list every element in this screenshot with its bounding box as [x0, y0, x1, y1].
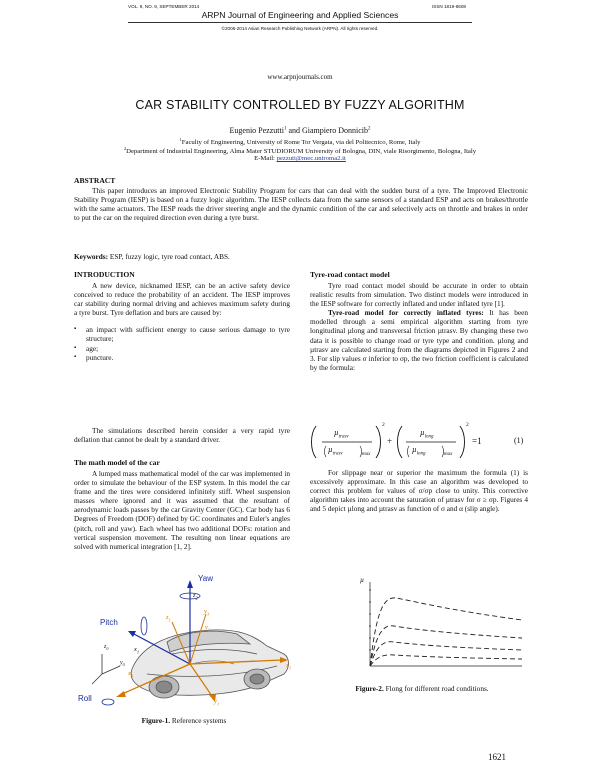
equation-1: [310, 424, 528, 460]
label-y0: $y_0$: [120, 660, 125, 668]
label-x3: $x_3$: [128, 670, 134, 679]
figure-1: [72, 574, 300, 710]
affiliation-1: $^1$Faculty of Engineering, University of Rome Tor Vergata, via del Politecnico, Rome, Italy: [179, 137, 421, 147]
axis-label-mu: µ: [360, 576, 365, 584]
label-z0: $z_0$: [104, 644, 109, 652]
tyre-body: Tyre road contact model should be accurate in order to obtain realistic results from simulation. Two distinct models were introduced in the IESP software for correctly inflated and under inflated tyre [1]. Tyre-road model for correctly inflated tyres: It has been modelled through a semi empirical algorithm starting from tyre longitudinal µlong and transversal friction µtrasv. By changing these two data it is possible to change road or tyre type and condition. µlong and µtrasv are calculated starting from the diagrams depicted in Figures 2 and 3. For slip values σ inferior to σp, the two friction coefficient is calculated by the formula:: [310, 281, 529, 372]
list-item: ▪ puncture.: [74, 353, 290, 362]
header-website: www.arpnjournals.com: [267, 73, 333, 81]
keywords-line: Keywords: ESP, fuzzy logic, tyre road contact, ABS.: [74, 252, 230, 261]
flong-plot: [348, 576, 524, 670]
intro-body-2: The simulations described herein consider a very rapid tyre deflation that cannot be dealt by a standard driver.: [74, 426, 290, 445]
eq-den-1: µ$_{trasv}$: [328, 445, 343, 457]
tyre-body-3: For slippage near or superior the maximum the formula (1) is excessively approximate. In this case an algorithm was developed to correct this problem for values of σ/σp close to unity. This corrective algorithm takes into account the saturation of µtrasv for σ ≥ σp. Figures 4 and 5 depict µlong and µtrasv as function of σ and α (slip angle).: [310, 468, 528, 514]
list-item: ▪ age;: [74, 344, 290, 353]
curve-dry: [370, 598, 522, 666]
label-y1: $y_1$: [214, 698, 220, 707]
math-body: A lumped mass mathematical model of the car was implemented in order to simulate the behaviour of the ESP system. In this model the car frame and the tires were considered infinitely stiff. Wheel suspension masses where ignored and it was assumed that the resultant of aerodynamic loads passes by the car Gravity Center (GC). Car body has 6 Degrees of Freedom (DOF) defined by GC coordinates and Euler's angles (pitch, roll and yaw). Each wheel has two additional DOFs: rotation and vertical suspension movement. The resulting non linear equations are solved with numerical integration [1, 2].: [74, 469, 290, 551]
eq-plus: +: [387, 436, 393, 446]
page-number: 1621: [488, 752, 506, 762]
curve-wet: [370, 626, 522, 666]
affiliation-2: $^2$Department of Industrial Engineering, Alma Mater STUDIORUM University of Bologna, DIN, viale Risorgimento, Bologna, Italy: [123, 146, 477, 156]
curve-snow: [370, 642, 522, 666]
header-issn: ISSN 1819-6608: [432, 4, 466, 9]
email-link[interactable]: pezzuti@mec.uniroma2.it: [276, 155, 346, 162]
math-heading: The math model of the car: [74, 458, 160, 467]
label-yaw: Yaw: [198, 574, 213, 583]
label-y2: $y_2$: [205, 624, 211, 633]
cause-list: [74, 325, 290, 361]
eq-exp-2: 2: [466, 422, 469, 428]
eq-num-1: µ$_{trasv}$: [334, 428, 349, 440]
eq-number: (1): [514, 436, 524, 445]
eq-num-2: µ$_{long}$: [420, 428, 434, 440]
label-z1: $z_1$: [166, 614, 171, 623]
label-x1b: $x_1$: [286, 662, 292, 671]
author-2: and Giampiero Donnicib: [286, 126, 368, 135]
curve-ice: [370, 655, 522, 666]
abstract-heading: ABSTRACT: [74, 176, 116, 185]
author-1: Eugenio Pezzutti: [229, 126, 284, 135]
email-line: E-Mail: pezzuti@mec.uniroma2.it: [254, 155, 346, 162]
abstract-text: This paper introduces an improved Electronic Stability Program for cars that can deal with the sudden burst of a tyre. The Improved Electronic Stability Program (IESP) is based on a fuzzy logic algorithm. The IESP collects data from the same sensors of a standard ESP and acts on brakes/throttle with the same actuators. The IESP reads the driver steering angle and the dynamic condition of the car and selectively acts on throttle and brakes in order to put the car on the required direction even during a tyre burst.: [74, 186, 528, 223]
figure-2: [348, 576, 524, 670]
label-y3: $y_3$: [204, 608, 210, 617]
intro-body: A new device, nicknamed IESP, can be an active safety device conceived to reduce the probability of an accident. The IESP improves car stability during normal driving and achieves maximum safety during a tyre burst. Tyre deflation and burs are caused by: ▪ an impact with sufficient energy to cause serious damage to tyre structure; ▪ age; ▪ puncture.: [74, 281, 290, 362]
label-pitch: Pitch: [100, 618, 118, 627]
car-illustration: [72, 574, 300, 710]
eq-exp-1: 2: [382, 422, 385, 428]
paper-authors: Eugenio Pezzutti$^1$ and Giampiero Donnicib$^2$: [229, 126, 371, 135]
paper-title: CAR STABILITY CONTROLLED BY FUZZY ALGORITHM: [135, 98, 465, 112]
figure-2-caption: Figure-2. Flong for different road conditions.: [355, 684, 489, 693]
eq-den-2: µ$_{long}$: [412, 445, 426, 457]
eq-den-2-max: max: [444, 452, 453, 457]
header-volume: VOL. 9, NO. 9, SEPTEMBER 2014: [128, 4, 200, 9]
eq-den-1-max: max: [362, 452, 371, 457]
figure-1-caption: Figure-1. Reference systems: [141, 716, 227, 725]
eq-equals: =1: [472, 436, 482, 446]
tyre-heading: Tyre-road contact model: [310, 270, 390, 279]
header-copyright: ©2006-2014 Asian Research Publishing Network (ARPN). All rights reserved.: [221, 26, 379, 31]
header-journal: ARPN Journal of Engineering and Applied Sciences: [201, 10, 399, 20]
header-rule: [128, 22, 472, 23]
label-z2: $z_2$: [193, 592, 198, 601]
intro-heading: INTRODUCTION: [74, 270, 135, 279]
list-item: ▪ an impact with sufficient energy to cause serious damage to tyre structure;: [74, 325, 290, 343]
label-x1: $x_1$: [134, 646, 140, 655]
label-roll: Roll: [78, 694, 92, 703]
